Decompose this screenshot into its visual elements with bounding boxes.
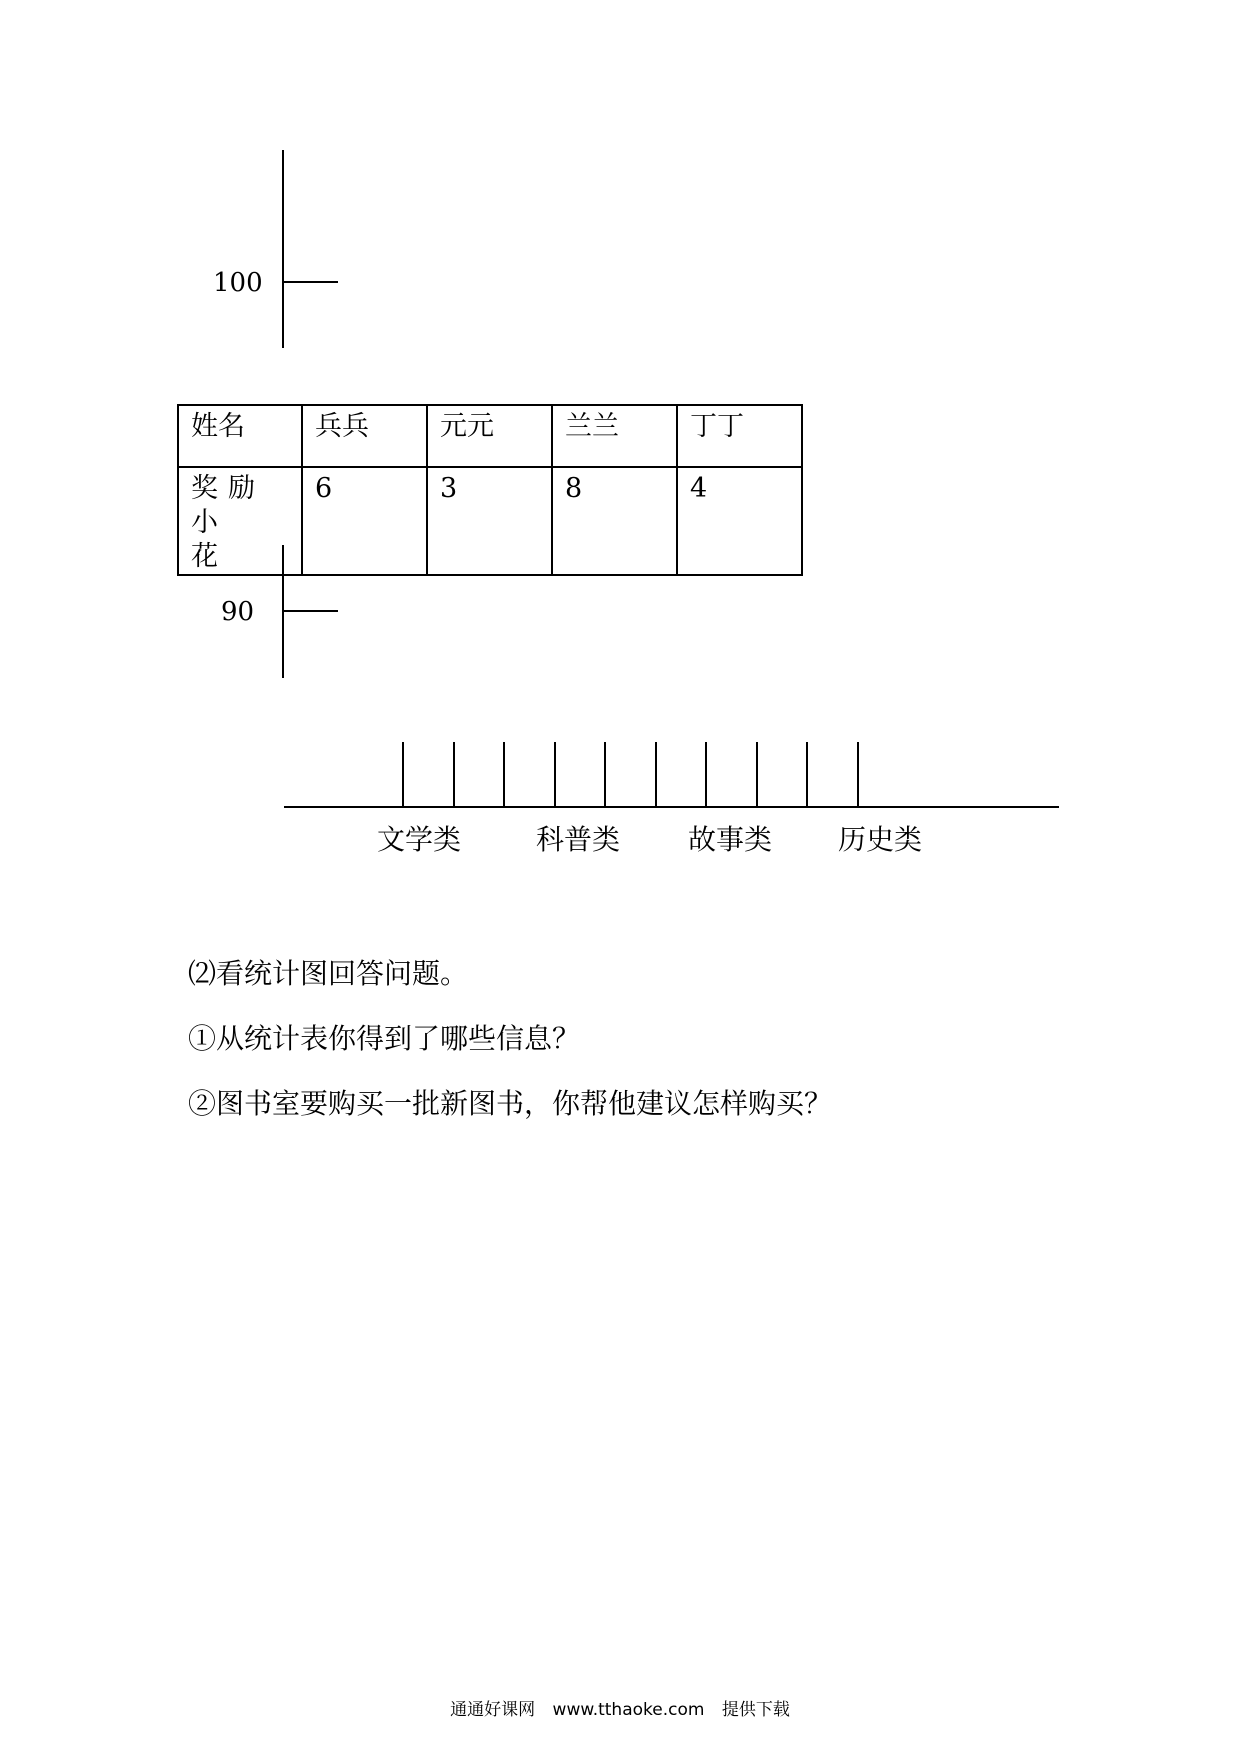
bar-divider-line (756, 742, 758, 807)
footer-site-name: 通通好课网 (450, 1700, 536, 1720)
table-header-cell: 元元 (427, 405, 552, 467)
table-header-cell: 姓名 (178, 405, 302, 467)
bar-divider-line (554, 742, 556, 807)
table-row (178, 467, 802, 575)
row-label-line1: 奖励小 (191, 473, 265, 538)
top-axis-tick (283, 281, 338, 283)
top-axis-tick-label: 100 (213, 268, 263, 298)
question-1: ①从统计表你得到了哪些信息？ (188, 1022, 581, 1055)
part2-heading: ⑵看统计图回答问题。 (188, 957, 469, 990)
bar-divider-line (453, 742, 455, 807)
bar-divider-line (604, 742, 606, 807)
category-label: 故事类 (688, 823, 773, 856)
bar-divider-line (806, 742, 808, 807)
category-label: 文学类 (377, 823, 462, 856)
table-header-cell: 兰兰 (552, 405, 677, 467)
table-cell: 3 (427, 467, 552, 575)
row-label-line2: 花 (191, 541, 218, 572)
table-header-cell: 兵兵 (302, 405, 427, 467)
question-2: ②图书室要购买一批新图书，你帮他建议怎样购买？ (188, 1087, 833, 1120)
footer (0, 1695, 1240, 1720)
top-axis-line (282, 150, 284, 348)
bar-divider-line (857, 742, 859, 807)
table-header-cell: 丁丁 (677, 405, 802, 467)
mid-axis-tick-label: 90 (221, 597, 255, 627)
category-label: 历史类 (838, 823, 923, 856)
table-header-row (178, 405, 802, 467)
mid-axis-tick (283, 610, 338, 612)
footer-note: 提供下载 (721, 1700, 790, 1720)
bar-divider-line (705, 742, 707, 807)
table-cell: 4 (677, 467, 802, 575)
footer-url: www.tthaoke.com (552, 1700, 705, 1720)
table-cell: 8 (552, 467, 677, 575)
chart-baseline (284, 806, 1059, 808)
table-cell: 6 (302, 467, 427, 575)
reward-flowers-table (177, 404, 803, 576)
bar-divider-line (402, 742, 404, 807)
bar-divider-line (655, 742, 657, 807)
category-label: 科普类 (536, 823, 621, 856)
bar-divider-line (503, 742, 505, 807)
